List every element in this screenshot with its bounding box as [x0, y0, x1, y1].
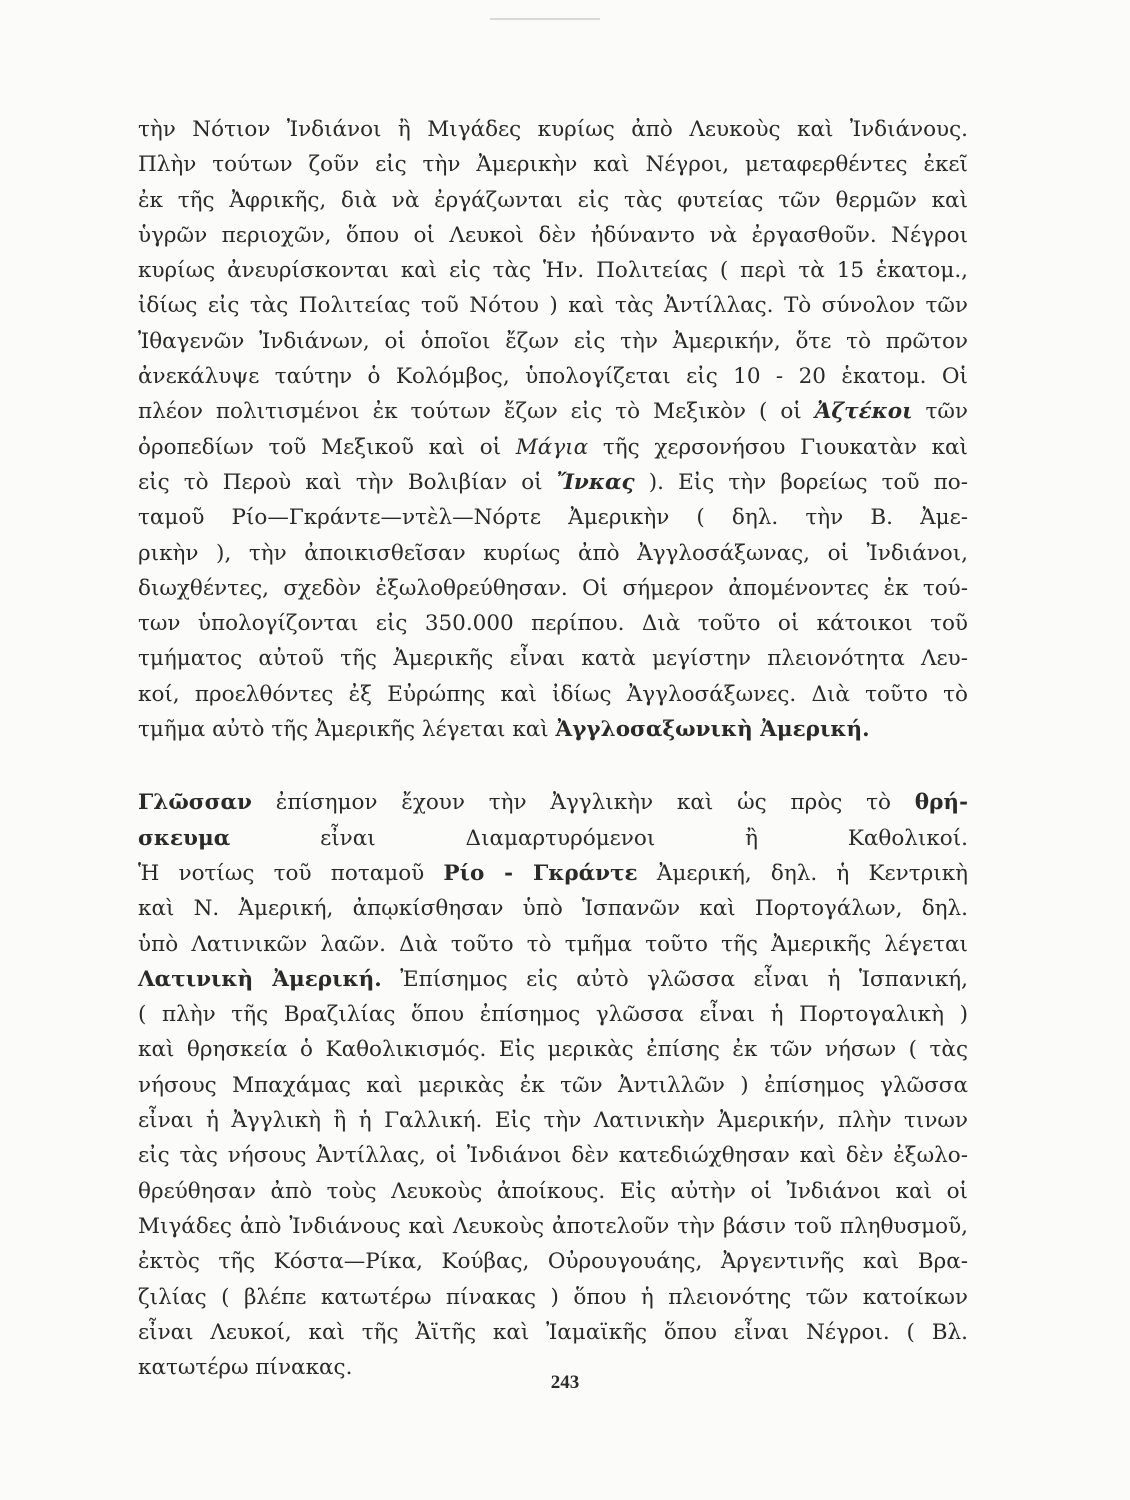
- text-segment: καὶ Ν. Ἀμερική, ἀπῳκίσθησαν ὑπὸ Ἱσπανῶν καὶ Πορτογάλων, δηλ.: [138, 896, 968, 922]
- text-segment: εἶναι Διαμαρτυρόμενοι ἢ Καθολικοί.: [230, 825, 968, 851]
- text-segment: εἶναι ἡ Ἀγγλικὴ ἢ ἡ Γαλλική. Εἰς τὴν Λατινικὴν Ἀμερικήν, πλὴν τινων: [138, 1108, 968, 1134]
- text-line: [138, 1244, 968, 1279]
- page-number: 243: [550, 1372, 580, 1393]
- text-segment: Γλῶσσαν: [138, 790, 252, 816]
- text-line: [138, 1209, 968, 1244]
- text-segment: Πλὴν τούτων ζοῦν εἰς τὴν Ἀμερικὴν καὶ Νέγροι, μεταφερθέντες ἐκεῖ: [138, 152, 968, 178]
- text-line: [138, 677, 968, 712]
- text-segment: τμῆμα αὐτὸ τῆς Ἀμερικῆς λέγεται καὶ: [138, 717, 556, 743]
- text-line: [138, 641, 968, 676]
- text-line: [138, 1138, 968, 1173]
- text-segment: Ἐπίσημος εἰς αὐτὸ γλῶσσα εἶναι ἡ Ἱσπανική,: [381, 966, 968, 992]
- text-segment: ἐπίσημον ἔχουν τὴν Ἀγγλικὴν καὶ ὡς πρὸς τὸ: [251, 790, 915, 816]
- text-line: [138, 606, 968, 641]
- text-line: [138, 571, 968, 606]
- text-line: [138, 1103, 968, 1138]
- text-segment: Μιγάδες ἀπὸ Ἰνδιάνους καὶ Λευκοὺς ἀποτελοῦν τὴν βάσιν τοῦ πληθυσμοῦ,: [138, 1213, 968, 1239]
- text-segment: ὑπὸ Λατινικῶν λαῶν. Διὰ τοῦτο τὸ τμῆμα τοῦτο τῆς Ἀμερικῆς λέγεται: [138, 931, 968, 957]
- text-segment: θρή-: [914, 790, 968, 816]
- text-segment: ὀροπεδίων τοῦ Μεξικοῦ καὶ οἱ: [138, 434, 516, 460]
- text-line: [138, 1068, 968, 1103]
- text-segment: των ὑπολογίζονται εἰς 350.000 περίπου. Διὰ τοῦτο οἱ κάτοικοι τοῦ: [138, 611, 968, 637]
- text-segment: τῶν: [912, 399, 968, 425]
- text-segment: τῆς χερσονήσου Γιουκατὰν καὶ: [588, 434, 968, 460]
- text-segment: εἰς τὸ Περοὺ καὶ τὴν Βολιβίαν οἱ: [138, 469, 557, 495]
- text-line: [138, 218, 968, 253]
- text-segment: ἀνεκάλυψε ταύτην ὁ Κολόμβος, ὑπολογίζεται εἰς 10 - 20 ἑκατομ. Οἱ: [138, 364, 968, 390]
- text-segment: Ἀγγλοσαξωνικὴ Ἀμερική.: [555, 717, 870, 743]
- text-line: [138, 997, 968, 1032]
- paragraph-gap: [138, 747, 968, 785]
- text-line: [138, 1174, 968, 1209]
- text-segment: Ἀμερική, δηλ. ἡ Κεντρικὴ: [637, 860, 969, 886]
- text-line: [138, 112, 968, 147]
- text-line: [138, 785, 968, 820]
- text-segment: καὶ θρησκεία ὁ Καθολικισμός. Εἰς μερικὰς ἐπίσης ἐκ τῶν νήσων ( τὰς: [138, 1037, 968, 1063]
- text-segment: ρικὴν ), τὴν ἀποικισθεῖσαν κυρίως ἀπὸ Ἀγγλοσάξωνας, οἱ Ἰνδιάνοι,: [138, 540, 968, 566]
- text-segment: Ἰθαγενῶν Ἰνδιάνων, οἱ ὁποῖοι ἔζων εἰς τὴν Ἀμερικήν, ὅτε τὸ πρῶτον: [138, 328, 968, 354]
- text-segment: ). Εἰς τὴν βορείως τοῦ πο-: [634, 469, 968, 495]
- text-segment: ( πλὴν τῆς Βραζιλίας ὅπου ἐπίσημος γλῶσσα εἶναι ἡ Πορτογαλικὴ ): [138, 1002, 968, 1028]
- text-line: [138, 394, 968, 429]
- text-line: [138, 891, 968, 926]
- text-line: [138, 536, 968, 571]
- text-line: [138, 1280, 968, 1315]
- text-segment: Λατινικὴ Ἀμερική.: [138, 966, 382, 992]
- text-line: [138, 856, 968, 891]
- text-line: [138, 183, 968, 218]
- text-segment: Ἴνκας: [556, 469, 635, 495]
- text-line: [138, 465, 968, 500]
- text-line: [138, 1032, 968, 1067]
- text-segment: κυρίως ἀνευρίσκονται καὶ εἰς τὰς Ἡν. Πολιτείας ( περὶ τὰ 15 ἑκατομ.,: [138, 258, 968, 284]
- text-segment: ζιλίας ( βλέπε κατωτέρω πίνακας ) ὅπου ἡ πλειονότης τῶν κατοίκων: [138, 1284, 968, 1310]
- text-line: [138, 712, 968, 747]
- text-segment: ἐκτὸς τῆς Κόστα—Ρίκα, Κούβας, Οὐρουγουάης, Ἀργεντινῆς καὶ Βρα-: [138, 1249, 968, 1275]
- text-line: [138, 821, 968, 856]
- text-segment: ὑγρῶν περιοχῶν, ὅπου οἱ Λευκοὶ δὲν ἠδύναντο νὰ ἐργασθοῦν. Νέγροι: [138, 222, 968, 248]
- text-line: [138, 962, 968, 997]
- text-segment: κατωτέρω πίνακας.: [138, 1355, 353, 1381]
- scan-mark: [490, 18, 600, 20]
- text-segment: Ἡ νοτίως τοῦ ποταμοῦ: [138, 860, 444, 886]
- text-segment: εἶναι Λευκοί, καὶ τῆς Ἀϊτῆς καὶ Ἰαμαϊκῆς ὅπου εἶναι Νέγροι. ( Βλ.: [138, 1319, 968, 1345]
- text-segment: ἰδίως εἰς τὰς Πολιτείας τοῦ Νότου ) καὶ τὰς Ἀντίλλας. Τὸ σύνολον τῶν: [138, 293, 968, 319]
- text-segment: τὴν Νότιον Ἰνδιάνοι ἢ Μιγάδες κυρίως ἀπὸ Λευκοὺς καὶ Ἰνδιάνους.: [138, 117, 968, 142]
- text-line: [138, 147, 968, 182]
- text-segment: πλέον πολιτισμένοι ἐκ τούτων ἔζων εἰς τὸ Μεξικὸν ( οἱ: [138, 399, 815, 425]
- text-line: [138, 253, 968, 288]
- paragraph-americas-north: [138, 112, 968, 747]
- body-text: [138, 112, 968, 1385]
- text-line: [138, 288, 968, 323]
- text-segment: νήσους Μπαχάμας καὶ μερικὰς ἐκ τῶν Ἀντιλλῶν ) ἐπίσημος γλῶσσα: [138, 1072, 968, 1098]
- text-segment: Μάγια: [515, 434, 589, 460]
- text-segment: διωχθέντες, σχεδὸν ἐξωλοθρεύθησαν. Οἱ σήμερον ἀπομένοντες ἐκ τού-: [138, 575, 968, 601]
- text-segment: Ἀζτέκοι: [814, 399, 913, 425]
- text-line: [138, 324, 968, 359]
- paragraph-language-religion: [138, 785, 968, 1385]
- text-segment: εἰς τὰς νήσους Ἀντίλλας, οἱ Ἰνδιάνοι δὲν κατεδιώχθησαν καὶ δὲν ἐξωλο-: [138, 1143, 968, 1169]
- text-line: [138, 359, 968, 394]
- text-line: [138, 927, 968, 962]
- text-segment: ἐκ τῆς Ἀφρικῆς, διὰ νὰ ἐργάζωνται εἰς τὰς φυτείας τῶν θερμῶν καὶ: [138, 187, 968, 213]
- text-segment: θρεύθησαν ἀπὸ τοὺς Λευκοὺς ἀποίκους. Εἰς αὐτὴν οἱ Ἰνδιάνοι καὶ οἱ: [138, 1178, 968, 1204]
- text-line: [138, 500, 968, 535]
- text-line: [138, 1315, 968, 1350]
- text-segment: τμήματος αὐτοῦ τῆς Ἀμερικῆς εἶναι κατὰ μεγίστην πλειονότητα Λευ-: [138, 646, 968, 672]
- text-segment: Ρίο - Γκράντε: [443, 860, 638, 886]
- text-line: [138, 430, 968, 465]
- text-segment: κοί, προελθόντες ἐξ Εὐρώπης καὶ ἰδίως Ἀγγλοσάξωνες. Διὰ τοῦτο τὸ: [138, 681, 968, 707]
- text-segment: ταμοῦ Ρίο—Γκράντε—ντὲλ—Νόρτε Ἀμερικὴν ( δηλ. τὴν Β. Ἀμε-: [138, 505, 968, 531]
- text-segment: σκευμα: [138, 825, 231, 851]
